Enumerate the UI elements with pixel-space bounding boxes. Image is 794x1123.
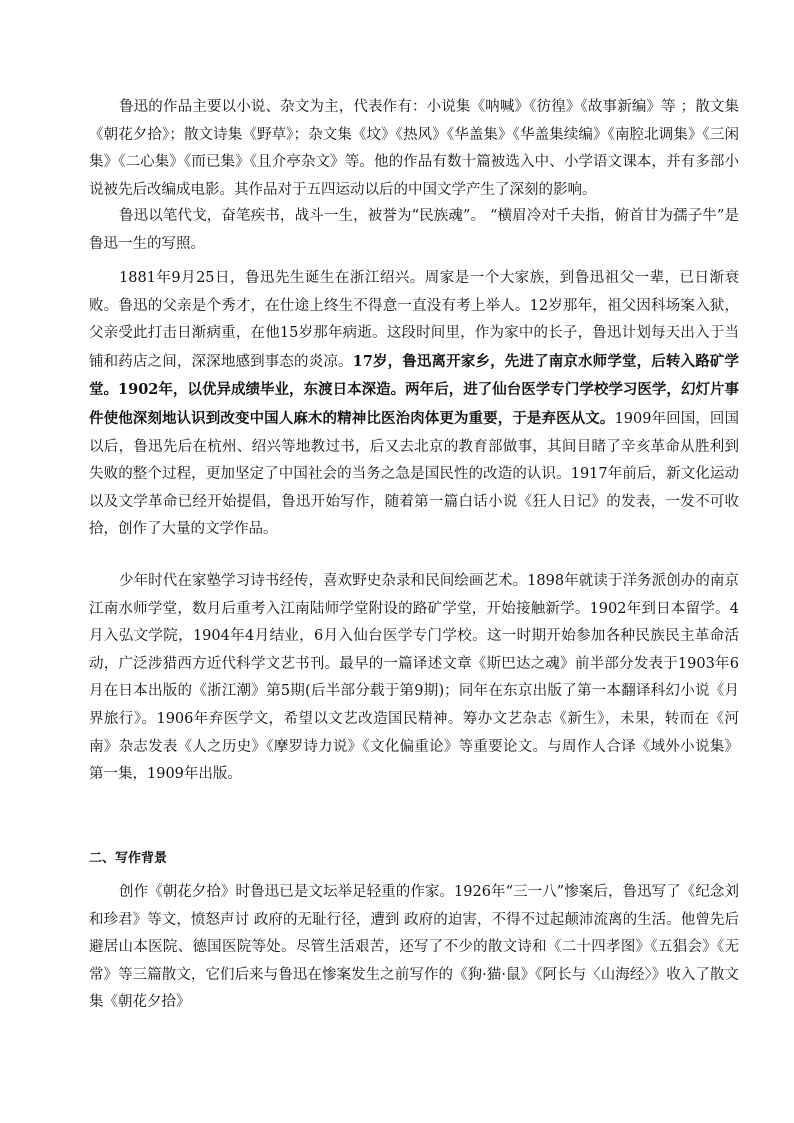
biography-text-part1: 1881年9月25日，鲁迅先生诞生在浙江绍兴。周家是一个大家族，到鲁迅祖父一辈，已日渐衰败。鲁迅的父亲是个秀才，在仕途上终生不得意一直没有考上举人。12岁那年，祖父因科场案入狱，父亲受此打击日渐病重，在他15岁那年病逝。这段时间里，作为家中的长子，鲁迅计划每天出入于当铺和药店之间，深深地感到事态的炎凉。 (89, 270, 739, 370)
biography-text-part2: 1909年回国，回国以后，鲁迅先后在杭州、绍兴等地教过书，后又去北京的教育部做事，其间目睹了辛亥革命从胜利到失败的整个过程，更加坚定了中国社会的当务之急是国民性的改造的认识。1917年前后，新文化运动以及文学革命已经开始提倡，鲁迅开始写作，随着第一篇白话小说《狂人日记》的发表，一发不可收拾，创作了大量的文学作品。 (89, 410, 740, 538)
paragraph-representative-works: 鲁迅的作品主要以小说、杂文为主，代表作有：小说集《呐喊》《彷徨》《故事新编》等 ；散文集《朝花夕拾》；散文诗集《野草》；杂文集《坟》《热风》《华盖集》《华盖集续编》《南腔北调集》《三闲集》《二心集》《而已集》《且介亭杂文》等。他的作品有数十篇被选入中、小学语文课本，并有多部小说被先后改编成电影。其作品对于五四运动以后的中国文学产生了深刻的影响。 (89, 99, 739, 198)
paragraph-youth: 少年时代在家塾学习诗书经传，喜欢野史杂录和民间绘画艺术。1898年就读于洋务派创办的南京江南水师学堂，数月后重考入江南陆师学堂附设的路矿学堂，开始接触新学。1902年到日本留学。4月入弘文学院，1904年4月结业，6月入仙台医学专门学校。这一时期开始参加各种民族民主革命活动，广泛涉猎西方近代科学文艺书刊。最早的一篇译述文章《斯巴达之魂》前半部分发表于1903年6月在日本出版的《浙江潮》第5期(后半部分载于第9期)；同年在东京出版了第一本翻译科幻小说《月界旅行》。1906年弃医学文，希望以文艺改造国民精神。筹办文艺杂志《新生》，未果，转而在《河南》杂志发表《人之历史》《摩罗诗力说》《文化偏重论》等重要论文。与周作人合译《域外小说集》第一集，1909年出版。 (89, 573, 739, 783)
paragraph-national-soul: 鲁迅以笔代戈，奋笔疾书，战斗一生，被誉为“民族魂”。 “横眉冷对千夫指，俯首甘为孺子牛”是鲁迅一生的写照。 (89, 208, 739, 252)
section-heading: 二、写作背景 (89, 851, 168, 866)
paragraph-biography (89, 265, 739, 544)
biography-bold-text: 17岁，鲁迅离开家乡，先进了南京水师学堂，后转入路矿学堂。1902年，以优异成绩毕业，东渡日本深造。两年后，进了仙台医学专门学校学习医学，幻灯片事件使他深刻地认识到改变中国人麻木的精神比医治肉体更为重要，于是弃医从文。 (89, 352, 739, 427)
paragraph-writing-background: 创作《朝花夕拾》时鲁迅已是文坛举足轻重的作家。1926年“三一八”惨案后，鲁迅写了《纪念刘和珍君》等文，愤怒声讨 政府的无耻行径，遭到 政府的迫害，不得不过起颠沛流离的生活。他曾先后避居山本医院、德国医院等处。尽管生活艰苦，还写了不少的散文诗和《二十四孝图》《五猖会》《无常》等三篇散文，它们后来与鲁迅在惨案发生之前写作的《狗·猫·鼠》《阿长与〈山海经〉》收入了散文集《朝花夕拾》 (89, 884, 739, 1011)
